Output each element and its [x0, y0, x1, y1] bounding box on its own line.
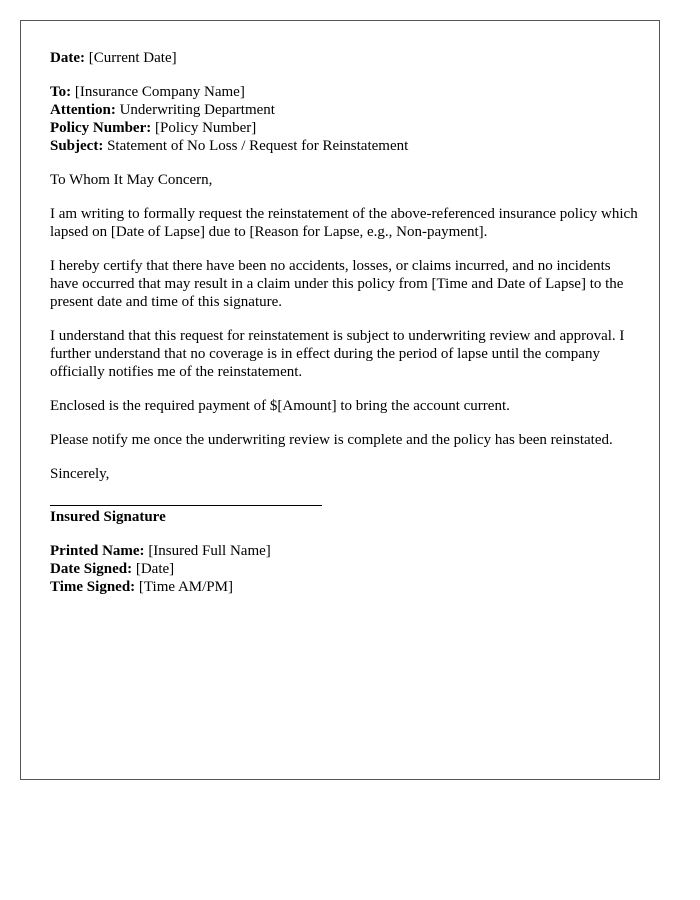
- attention-value: Underwriting Department: [119, 102, 275, 118]
- policy-number-label: Policy Number:: [50, 120, 152, 136]
- policy-number-line: [50, 119, 640, 137]
- signature-caption: Insured Signature: [50, 509, 166, 525]
- date-signed-label: Date Signed:: [50, 561, 133, 577]
- signer-details: [50, 542, 640, 596]
- signature-line: [50, 505, 322, 506]
- date-signed-value: [Date]: [135, 561, 175, 577]
- printed-name-label: Printed Name:: [50, 543, 145, 559]
- subject-label: Subject:: [50, 138, 104, 154]
- closing: Sincerely,: [50, 466, 110, 482]
- date-value: [Current Date]: [88, 50, 177, 66]
- paragraph-reinstatement-request: I am writing to formally request the reinstatement of the above-referenced insurance policy which lapsed on [Date of Lapse] due to [Reason for Lapse, e.g., Non-payment].: [50, 206, 638, 240]
- printed-name-value: [Insured Full Name]: [148, 543, 271, 559]
- letter-page: [20, 20, 660, 780]
- date-signed-line: [50, 560, 640, 578]
- printed-name-line: [50, 542, 640, 560]
- time-signed-value: [Time AM/PM]: [138, 579, 233, 595]
- policy-number-value: [Policy Number]: [154, 120, 257, 136]
- date-line: [50, 49, 640, 67]
- subject-line: [50, 137, 640, 155]
- paragraph-payment-enclosed: Enclosed is the required payment of $[Amount] to bring the account current.: [50, 398, 510, 414]
- paragraph-notification-request: Please notify me once the underwriting review is complete and the policy has been reinstated.: [50, 432, 613, 448]
- time-signed-label: Time Signed:: [50, 579, 136, 595]
- time-signed-line: [50, 578, 640, 596]
- attention-label: Attention:: [50, 102, 116, 118]
- paragraph-underwriting-review: I understand that this request for reinstatement is subject to underwriting review and approval. I further understand that no coverage is in effect during the period of lapse until the company officially notifies me of the reinstatement.: [50, 328, 625, 380]
- to-line: [50, 83, 640, 101]
- to-value: [Insurance Company Name]: [74, 84, 245, 100]
- attention-line: [50, 101, 640, 119]
- letter-body: [50, 49, 640, 596]
- to-label: To:: [50, 84, 72, 100]
- date-label: Date:: [50, 50, 85, 66]
- header-block: [50, 83, 640, 155]
- salutation: To Whom It May Concern,: [50, 172, 213, 188]
- subject-value: Statement of No Loss / Request for Reinstatement: [107, 138, 409, 154]
- paragraph-no-loss-certification: I hereby certify that there have been no accidents, losses, or claims incurred, and no incidents have occurred that may result in a claim under this policy from [Time and Date of Lapse] to the present date and time of this signature.: [50, 258, 624, 310]
